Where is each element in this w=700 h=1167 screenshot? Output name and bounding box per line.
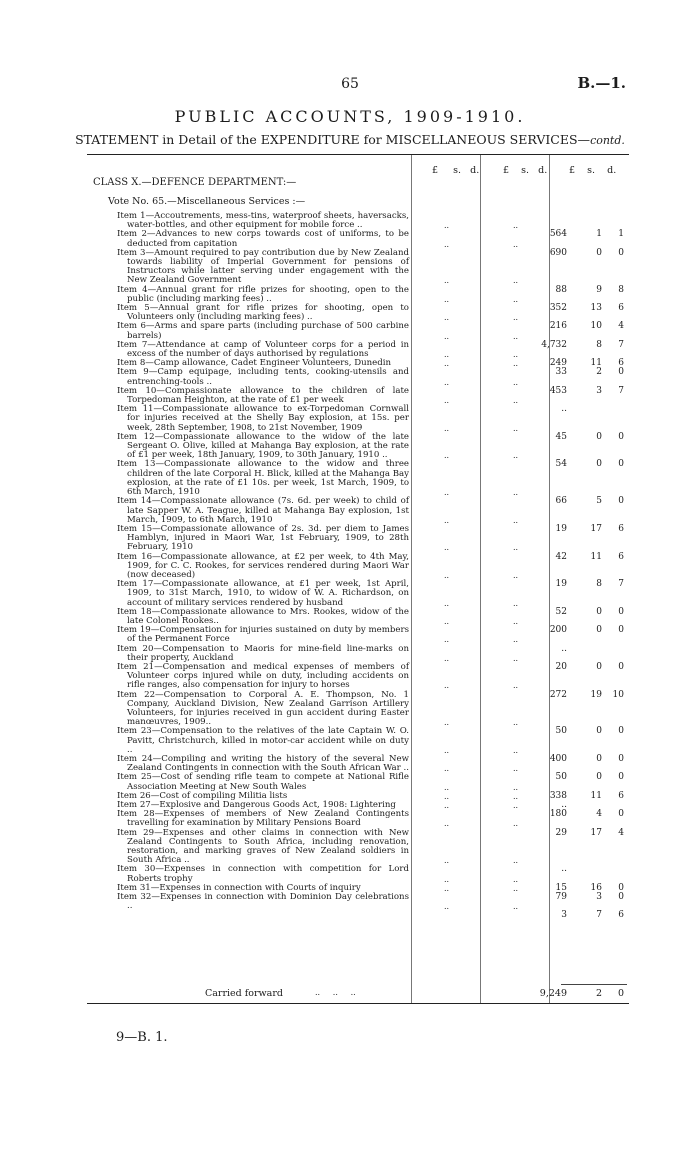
item-pounds: 54 xyxy=(555,459,567,470)
item-leader-col1: .. xyxy=(444,313,450,323)
item-pence: 0 xyxy=(618,367,624,378)
item-pounds: .. xyxy=(561,864,567,875)
item-pounds: 50 xyxy=(555,726,567,737)
item-pounds: 66 xyxy=(555,496,567,507)
item-pence: 6 xyxy=(618,910,624,921)
item-leader-col1: .. xyxy=(444,276,450,286)
item-leader-col2: .. xyxy=(513,359,519,369)
item-pounds: 352 xyxy=(549,303,567,314)
item-leader-col1: .. xyxy=(444,488,450,498)
item-shillings: 3 xyxy=(596,892,602,903)
item-pence: 0 xyxy=(618,661,624,672)
vote-heading: Vote No. 65.—Miscellaneous Services :— xyxy=(108,196,306,207)
item-pence: 10 xyxy=(612,689,624,700)
carried-forward-label: Carried forward xyxy=(205,988,283,999)
item-shillings: 17 xyxy=(590,827,602,838)
item-leader-col2: .. xyxy=(513,856,519,866)
item-leader-col1: .. xyxy=(444,764,450,774)
item-description: Item 18—Compassionate allowance to Mrs. Rookes, widow of the late Colonel Rookes.. xyxy=(117,606,409,626)
item-shillings: 0 xyxy=(596,772,602,783)
item-shillings: 1 xyxy=(596,229,602,240)
item-description: Item 25—Cost of sending rifle team to compete at National Rifle Association Meeting at New South Wales xyxy=(117,772,409,792)
total-rule xyxy=(561,984,627,985)
subtitle-contd: contd. xyxy=(590,134,625,147)
item-leader-col1: .. xyxy=(444,423,450,433)
item-leader-col2: .. xyxy=(513,801,519,810)
item-leader-col1: .. xyxy=(444,294,450,304)
item-leader-col2: .. xyxy=(513,543,519,553)
item-description: Item 7—Attendance at camp of Volunteer corps for a period in excess of the number of days authorised by regulations xyxy=(117,339,409,360)
item-pounds: 42 xyxy=(555,551,567,562)
item-pounds: 3 xyxy=(561,910,567,921)
item-leader-col1: .. xyxy=(444,570,450,580)
item-pence: 6 xyxy=(618,790,624,801)
item-pounds: 216 xyxy=(549,321,567,332)
item-description: Item 26—Cost of compiling Militia lists xyxy=(117,790,288,801)
item-pence: 8 xyxy=(618,284,624,295)
item-leader-col1: .. xyxy=(444,377,450,387)
item-leader-col2: .. xyxy=(513,782,519,792)
item-description: Item 3—Amount required to pay contribution due by New Zealand towards liability of Imperial Government for pensions of Instructors while latter serving under engagement with the New Zealand Government xyxy=(117,247,409,286)
item-description: Item 4—Annual grant for rifle prizes for shooting, open to the public (including marking fees) .. xyxy=(117,284,409,304)
item-pence: 6 xyxy=(618,523,624,534)
item-shillings: 16 xyxy=(590,882,602,893)
item-pence: 7 xyxy=(618,579,624,590)
item-pence: 0 xyxy=(618,892,624,903)
page-number: 65 xyxy=(341,76,359,92)
item-leader-col2: .. xyxy=(513,294,519,304)
item-leader-col1: .. xyxy=(444,635,450,645)
expenditure-item-row xyxy=(117,643,624,672)
column-rule-3 xyxy=(549,155,550,1003)
item-description: Item 13—Compassionate allowance to the widow and three children of the late Corporal H. Blick, killed at the Mahanga Bay explosion, at the rate of £1 10s. per week, 1st March, 1909, to 6th March, 1910 xyxy=(117,459,409,498)
item-leader-col1: .. xyxy=(444,874,450,884)
item-description: Item 5—Annual grant for rifle prizes for shooting, open to Volunteers only (including marking fees) .. xyxy=(117,303,409,323)
item-leader-col2: .. xyxy=(513,276,519,286)
item-pounds: .. xyxy=(561,404,567,415)
column-rule-2 xyxy=(480,155,481,1003)
item-description: Item 23—Compensation to the relatives of the late Captain W. O. Pavitt, Christchurch, killed in motor-car accident while on duty .. xyxy=(117,726,409,755)
item-leader-col2: .. xyxy=(513,764,519,774)
item-leader-col1: .. xyxy=(444,782,450,792)
item-leader-col2: .. xyxy=(513,331,519,341)
item-pounds: 15 xyxy=(555,882,567,893)
item-description: Item 21—Compensation and medical expenses of members of Volunteer corps injured while on duty, including accidents on rifle ranges, also compensation for injury to horses xyxy=(117,661,409,691)
item-leader-col2: .. xyxy=(513,570,519,580)
item-leader-col1: .. xyxy=(444,515,450,525)
item-pounds: 400 xyxy=(549,753,567,764)
item-pence: 0 xyxy=(618,625,624,636)
item-leader-col1: .. xyxy=(444,718,450,728)
item-pence: 4 xyxy=(618,321,624,332)
item-description: Item 22—Compensation to Corporal A. E. Thompson, No. 1 Company, Auckland Division, New Zealand Garrison Artillery Volunteers, for injuries received in gun accident during Easter manœuvres, 1909.. xyxy=(117,689,409,728)
item-leader-col2: .. xyxy=(513,396,519,406)
item-shillings: 0 xyxy=(596,753,602,764)
item-pence: 1 xyxy=(618,229,624,240)
item-pounds: 19 xyxy=(555,523,567,534)
item-leader-col2: .. xyxy=(513,221,519,231)
item-pence: 7 xyxy=(618,339,624,350)
item-leader-col2: .. xyxy=(513,718,519,728)
item-description: Item 6—Arms and spare parts (including purchase of 500 carbine barrels) xyxy=(117,321,409,341)
item-shillings: 8 xyxy=(596,579,602,590)
item-pounds: 29 xyxy=(555,827,567,838)
page-title: PUBLIC ACCOUNTS, 1909-1910. xyxy=(174,107,526,126)
item-description: Item 20—Compensation to Maoris for mine-field line-marks on their property, Auckland xyxy=(117,643,409,663)
item-leader-col2: .. xyxy=(513,635,519,645)
item-leader-col1: .. xyxy=(444,239,450,249)
item-pence: 0 xyxy=(618,431,624,442)
item-shillings: 3 xyxy=(596,385,602,396)
item-pence: 4 xyxy=(618,827,624,838)
item-leader-col2: .. xyxy=(513,874,519,884)
item-leader-col1: .. xyxy=(444,801,450,810)
item-description: Item 9—Camp equipage, including tents, cooking-utensils and entrenching-tools .. xyxy=(117,367,409,387)
subtitle-text: STATEMENT in Detail of the EXPENDITURE for MISCELLANEOUS SERVICES— xyxy=(75,132,591,147)
item-leader-col1: .. xyxy=(444,451,450,461)
item-pounds: 33 xyxy=(555,367,567,378)
item-shillings: 10 xyxy=(590,321,602,332)
item-description: Item 15—Compassionate allowance of 2s. 3d. per diem to James Hamblyn, injured in Maori War, 1st February, 1909, to 28th February, 1910 xyxy=(117,523,409,553)
item-shillings: 11 xyxy=(590,790,602,801)
item-description: Item 24—Compiling and writing the history of the several New Zealand Contingents in connection with the South African War .. xyxy=(117,753,409,774)
item-shillings: 11 xyxy=(590,551,602,562)
item-description: Item 29—Expenses and other claims in connection with New Zealand Contingents to South Africa, including renovation, restoration, and marking graves of New Zealand soldiers in South Africa .. xyxy=(117,827,409,866)
item-leader-col1: .. xyxy=(444,359,450,369)
item-pounds: 690 xyxy=(549,247,567,258)
item-description: Item 31—Expenses in connection with Courts of inquiry xyxy=(117,882,361,893)
item-leader-col2: .. xyxy=(513,423,519,433)
item-leader-col2: .. xyxy=(513,313,519,323)
column-header-2: £ s. d. xyxy=(503,165,548,176)
item-leader-col2: .. xyxy=(513,902,519,912)
item-pounds: .. xyxy=(561,800,567,810)
items-list xyxy=(117,211,624,921)
item-leader-col1: .. xyxy=(444,396,450,406)
item-pounds: 338 xyxy=(549,790,567,801)
item-shillings: 2 xyxy=(596,367,602,378)
item-pence: 6 xyxy=(618,358,624,369)
item-leader-col1: .. xyxy=(444,350,450,360)
item-leader-col2: .. xyxy=(513,239,519,249)
item-description: Item 8—Camp allowance, Cadet Engineer Volunteers, Dunedin xyxy=(117,358,392,369)
item-leader-col1: .. xyxy=(444,819,450,829)
item-pounds: 79 xyxy=(555,892,567,903)
item-pounds: 45 xyxy=(555,431,567,442)
item-description: Item 17—Compassionate allowance, at £1 per week, 1st April, 1909, to 31st March, 1910, to widow of W. A. Richardson, on account of military services rendered by husband xyxy=(117,579,409,608)
item-shillings: 0 xyxy=(596,726,602,737)
item-description: Item 2—Advances to new corps towards cost of uniforms, to be deducted from capitation xyxy=(117,229,409,249)
item-leader-col1: .. xyxy=(444,616,450,626)
item-pounds: 453 xyxy=(549,385,567,396)
item-leader-col2: .. xyxy=(513,616,519,626)
item-shillings: 8 xyxy=(596,339,602,350)
item-shillings: 11 xyxy=(590,358,602,369)
expenditure-item-row xyxy=(117,404,624,442)
item-shillings: 0 xyxy=(596,459,602,470)
item-leader-col1: .. xyxy=(444,543,450,553)
item-leader-col1: .. xyxy=(444,681,450,691)
item-pounds: 19 xyxy=(555,579,567,590)
item-pounds: .. xyxy=(561,643,567,654)
item-leader-col2: .. xyxy=(513,377,519,387)
item-pence: 6 xyxy=(618,551,624,562)
item-description: Item 11—Compassionate allowance to ex-Torpedoman Cornwall for injuries received at the Shelly Bay explosion, at 15s. per week, 28th September, 1908, to 21st November, 1909 xyxy=(117,404,409,433)
item-shillings: 17 xyxy=(590,523,602,534)
item-pence: 0 xyxy=(618,772,624,783)
item-leader-col1: .. xyxy=(444,745,450,755)
item-pence: 0 xyxy=(618,496,624,507)
item-leader-col2: .. xyxy=(513,350,519,360)
item-shillings: 19 xyxy=(590,689,602,700)
item-pounds: 200 xyxy=(549,625,567,636)
item-description: Item 30—Expenses in connection with competition for Lord Roberts trophy xyxy=(117,864,409,884)
item-shillings: 0 xyxy=(596,661,602,672)
item-pounds: 88 xyxy=(555,284,567,295)
item-leader-col1: .. xyxy=(444,331,450,341)
item-leader-col1: .. xyxy=(444,902,450,912)
item-shillings: 0 xyxy=(596,625,602,636)
item-description: Item 27—Explosive and Dangerous Goods Act, 1908: Lightering xyxy=(117,800,396,810)
item-leader-col1: .. xyxy=(444,791,450,801)
item-pounds: 52 xyxy=(555,606,567,617)
item-pence: 0 xyxy=(618,753,624,764)
item-shillings: 0 xyxy=(596,431,602,442)
item-pounds: 249 xyxy=(549,358,567,369)
item-pence: 0 xyxy=(618,459,624,470)
item-pence: 0 xyxy=(618,247,624,258)
item-leader-col2: .. xyxy=(513,883,519,893)
item-leader-col2: .. xyxy=(513,745,519,755)
item-shillings: 13 xyxy=(590,303,602,314)
item-leader-col2: .. xyxy=(513,488,519,498)
item-pence: 0 xyxy=(618,606,624,617)
item-leader-col2: .. xyxy=(513,598,519,608)
item-pence: 6 xyxy=(618,303,624,314)
item-leader-col2: .. xyxy=(513,681,519,691)
item-shillings: 0 xyxy=(596,247,602,258)
item-leader-col1: .. xyxy=(444,221,450,231)
item-pounds: 4,732 xyxy=(541,339,567,350)
item-pounds: 50 xyxy=(555,772,567,783)
column-header-3: £ s. d. xyxy=(569,165,617,176)
item-description: Item 14—Compassionate allowance (7s. 6d. per week) to child of late Sapper W. A. Teague, killed at Mahanga Bay explosion, 1st March, 1909, to 6th March, 1910 xyxy=(117,496,409,525)
document-reference: B.—1. xyxy=(577,74,626,92)
item-leader-col1: .. xyxy=(444,883,450,893)
item-leader-col1: .. xyxy=(444,653,450,663)
item-pounds: 564 xyxy=(549,229,567,240)
item-description: Item 28—Expenses of members of New Zealand Contingents travelling for examination by Military Pensions Board xyxy=(117,809,409,829)
item-pence: 0 xyxy=(618,809,624,820)
item-description: Item 16—Compassionate allowance, at £2 per week, to 4th May, 1909, for C. C. Rookes, for services rendered during Maori War (now deceased) xyxy=(117,551,409,580)
page-signature: 9—B. 1. xyxy=(116,1030,168,1045)
item-description: Item 10—Compassionate allowance to the children of late Torpedoman Heighton, at the rate of £1 per week xyxy=(117,385,409,406)
statement-subtitle xyxy=(0,132,700,147)
item-leader-col2: .. xyxy=(513,451,519,461)
item-leader-col2: .. xyxy=(513,515,519,525)
item-leader-col2: .. xyxy=(513,653,519,663)
item-shillings: 0 xyxy=(596,606,602,617)
item-leader-col1: .. xyxy=(444,598,450,608)
item-shillings: 7 xyxy=(596,910,602,921)
item-description: Item 19—Compensation for injuries sustained on duty by members of the Permanent Force xyxy=(117,625,409,645)
item-shillings: 4 xyxy=(596,809,602,820)
item-leader-col1: .. xyxy=(444,856,450,866)
item-description: Item 1—Accoutrements, mess-tins, waterproof sheets, haversacks, water-bottles, and other equipment for mobile force .. xyxy=(117,211,409,231)
item-description: Item 12—Compassionate allowance to the widow of the late Sergeant O. Olive, killed at Mahanga Bay explosion, at the rate of £1 per week, 18th January, 1909, to 30th January, 1910 .. xyxy=(117,431,409,461)
item-pounds: 20 xyxy=(555,661,567,672)
item-pence: 0 xyxy=(618,882,624,893)
class-heading: CLASS X.—DEFENCE DEPARTMENT:— xyxy=(93,177,297,188)
item-shillings: 9 xyxy=(596,284,602,295)
column-header-1: £ s. d. xyxy=(432,165,480,176)
item-pence: 0 xyxy=(618,726,624,737)
column-rule-1 xyxy=(411,155,412,1003)
item-leader-col2: .. xyxy=(513,791,519,801)
item-shillings: 5 xyxy=(596,496,602,507)
item-description: Item 32—Expenses in connection with Dominion Day celebrations .. xyxy=(117,892,409,912)
item-leader-col2: .. xyxy=(513,819,519,829)
item-pounds: 272 xyxy=(549,689,567,700)
item-pence: 7 xyxy=(618,385,624,396)
carried-forward-leader: .. .. .. xyxy=(315,988,356,997)
item-pounds: 180 xyxy=(549,809,567,820)
